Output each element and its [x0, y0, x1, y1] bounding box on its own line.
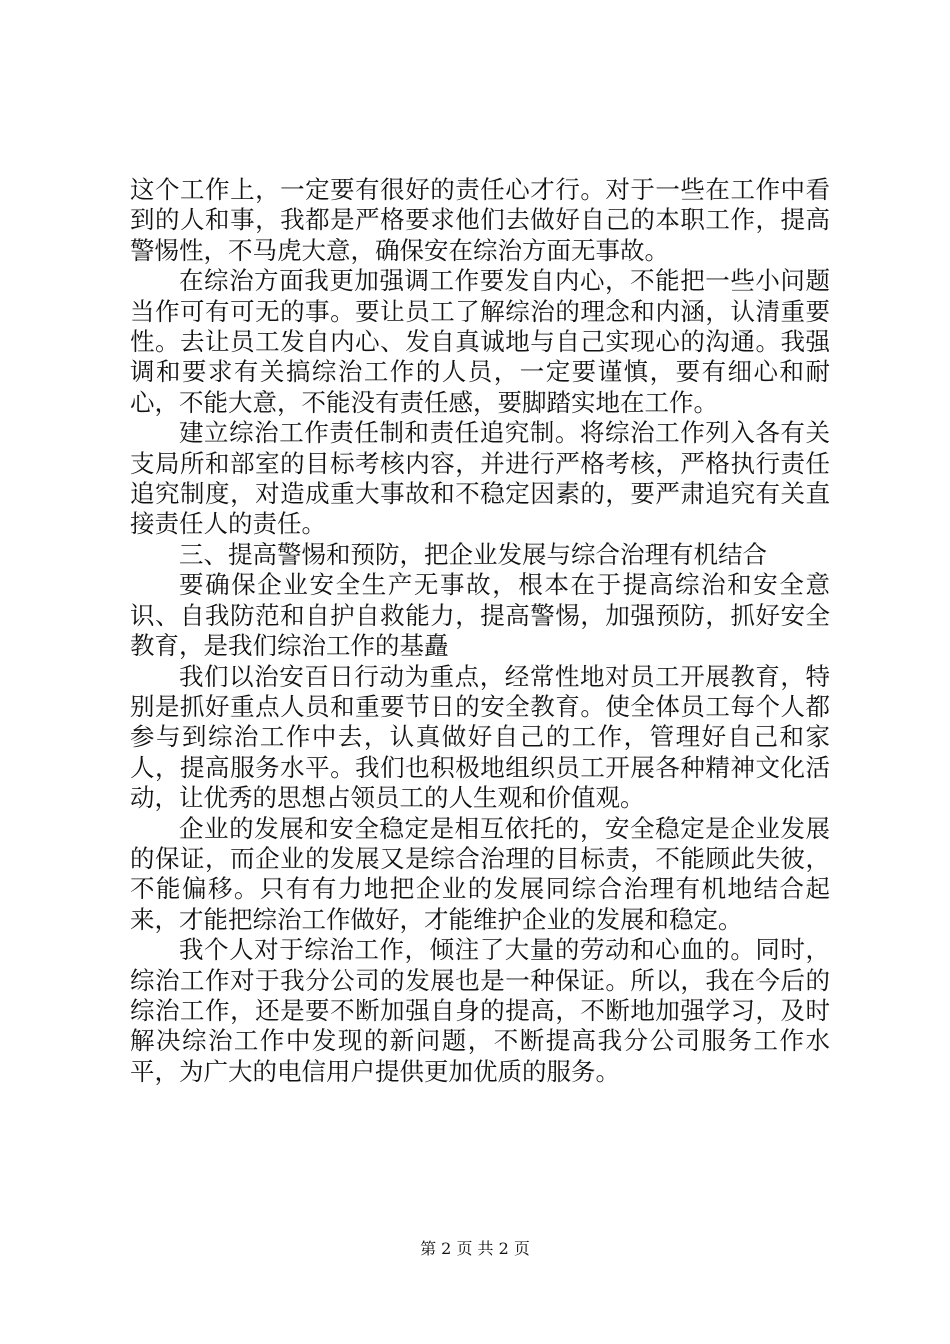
- paragraph: 我们以治安百日行动为重点，经常性地对员工开展教育，特别是抓好重点人员和重要节日的安全教育。使全体员工每个人都参与到综治工作中去，认真做好自己的工作，管理好自己和家人，提高服务水平。我们也积极地组织员工开展各种精神文化活动，让优秀的思想占领员工的人生观和价值观。: [130, 661, 830, 813]
- section-heading: 三、提高警惕和预防，把企业发展与综合治理有机结合: [179, 539, 767, 569]
- paragraph: 要确保企业安全生产无事故，根本在于提高综治和安全意识、自我防范和自护自救能力，提高警惕，加强预防，抓好安全教育，是我们综治工作的基矗: [130, 570, 830, 661]
- page-footer: 第 2 页 共 2 页: [420, 1239, 530, 1258]
- document-body: [130, 175, 830, 1087]
- paragraph: 我个人对于综治工作，倾注了大量的劳动和心血的。同时，综治工作对于我分公司的发展也是一种保证。所以，我在今后的综治工作，还是要不断加强自身的提高，不断地加强学习，及时解决综治工作中发现的新问题，不断提高我分公司服务工作水平，为广大的电信用户提供更加优质的服务。: [130, 935, 830, 1086]
- paragraph: 在综治方面我更加强调工作要发自内心，不能把一些小问题当作可有可无的事。要让员工了解综治的理念和内涵，认清重要性。去让员工发自内心、发自真诚地与自己实现心的沟通。我强调和要求有关搞综治工作的人员，一定要谨慎，要有细心和耐心，不能大意，不能没有责任感，要脚踏实地在工作。: [130, 266, 830, 417]
- paragraph: 建立综治工作责任制和责任追究制。将综治工作列入各有关支局所和部室的目标考核内容，并进行严格考核，严格执行责任追究制度，对造成重大事故和不稳定因素的，要严肃追究有关直接责任人的责任。: [130, 418, 830, 539]
- paragraph: 企业的发展和安全稳定是相互依托的，安全稳定是企业发展的保证，而企业的发展又是综合治理的目标责，不能顾此失彼，不能偏移。只有有力地把企业的发展同综合治理有机地结合起来，才能把综治工作做好，才能维护企业的发展和稳定。: [130, 813, 830, 934]
- paragraph: 这个工作上，一定要有很好的责任心才行。对于一些在工作中看到的人和事，我都是严格要求他们去做好自己的本职工作，提高警惕性，不马虎大意，确保安在综治方面无事故。: [130, 175, 830, 265]
